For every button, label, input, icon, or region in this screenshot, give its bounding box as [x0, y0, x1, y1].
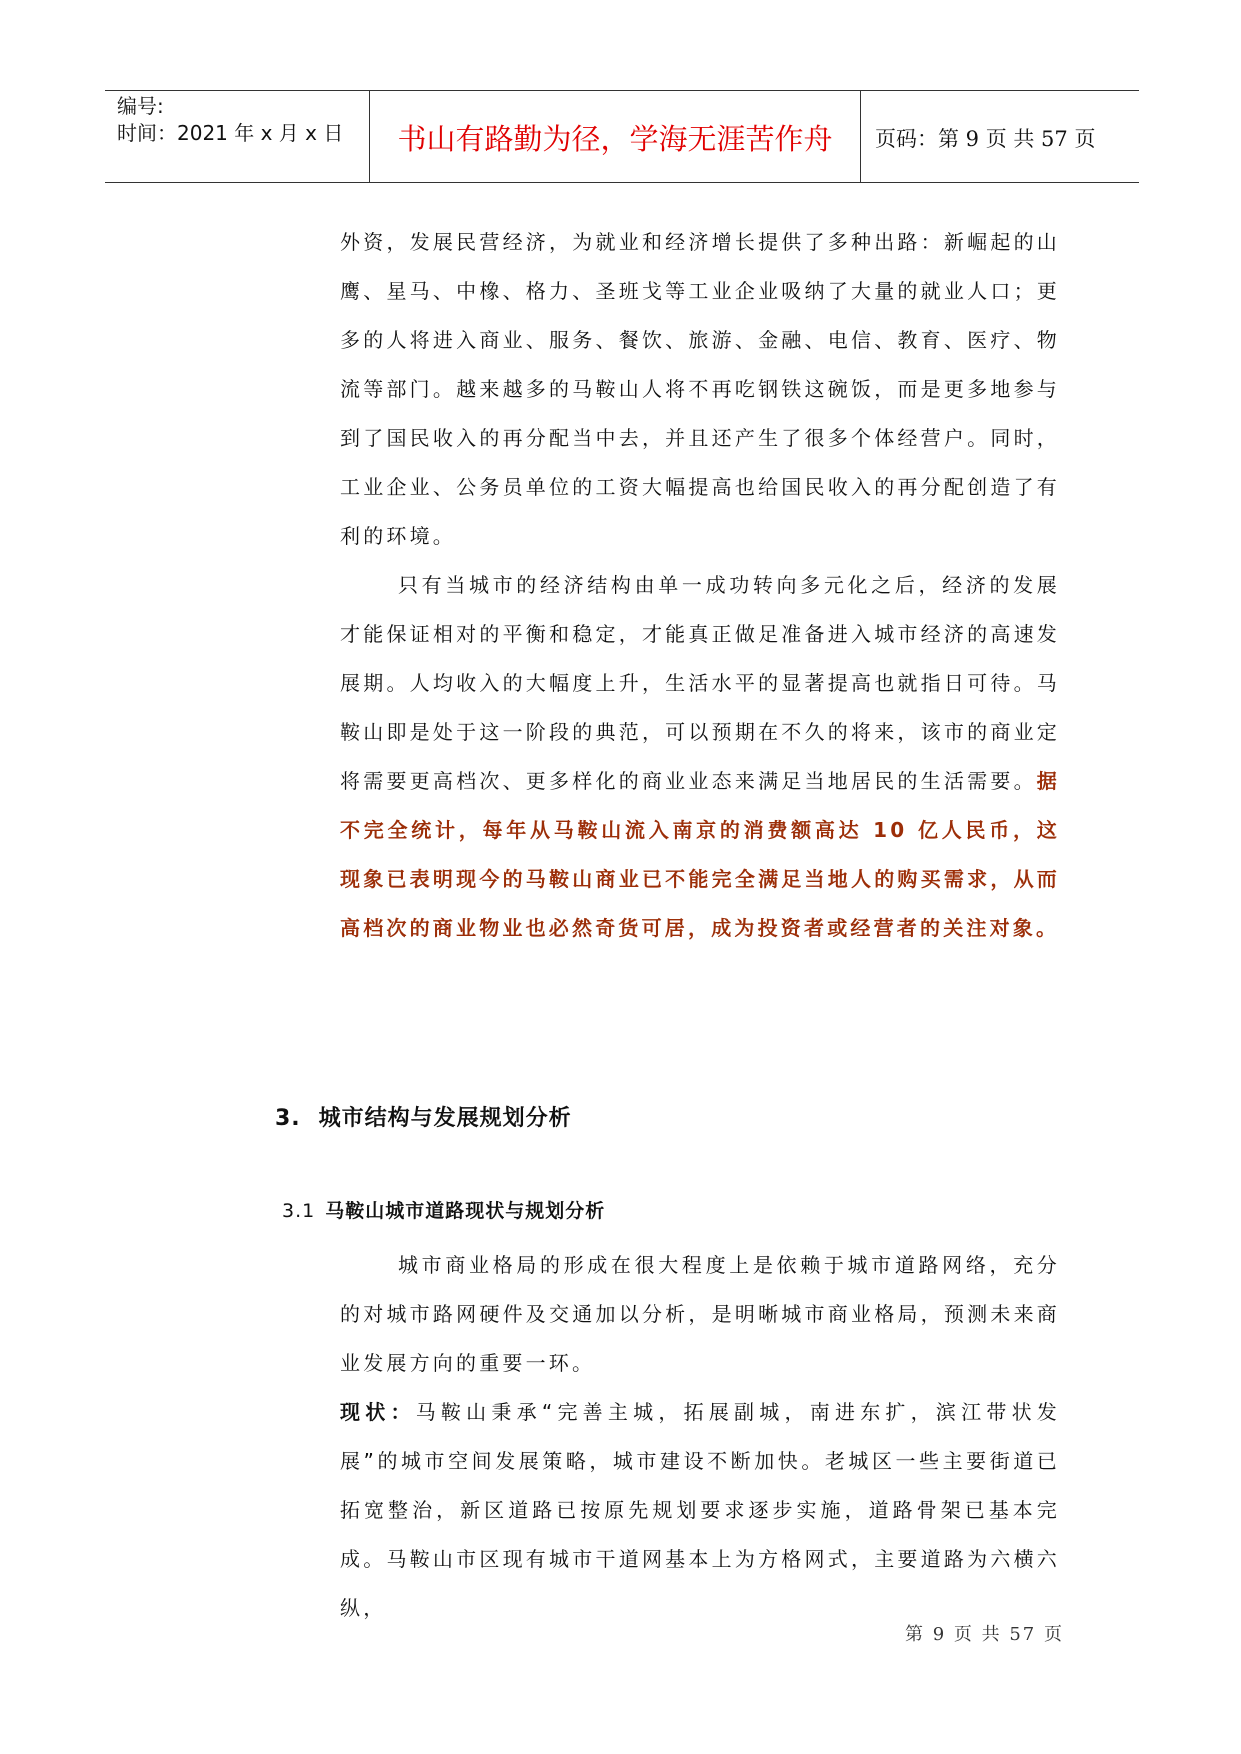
header-divider	[369, 91, 370, 182]
emphasized-text: 据不完全统计，每年从马鞍山流入南京的消费额高达 10 亿人民币，这现象已表明现今的马鞍山商业已不能完全满足当地人的购买需求，从而高档次的商业物业也必然奇货可居，成为投资者或经营者的关注对象。	[340, 769, 1060, 940]
status-label: 现状：	[340, 1400, 416, 1424]
header-motto: 书山有路勤为径，学海无涯苦作舟	[397, 122, 833, 156]
document-time-label: 时间：2021 年 x 月 x 日	[117, 121, 344, 145]
paragraph-text: 马鞍山秉承“完善主城，拓展副城，南进东扩，滨江带状发展”的城市空间发展策略，城市建设不断加快。老城区一些主要街道已拓宽整治，新区道路已按原先规划要求逐步实施，道路骨架已基本完成。马鞍山市区现有城市干道网基本上为方格网式，主要道路为六横六纵，	[340, 1400, 1061, 1620]
paragraph	[340, 1388, 1060, 1633]
subsection-heading	[282, 1196, 605, 1223]
page-header	[105, 90, 1139, 183]
paragraph: 城市商业格局的形成在很大程度上是依赖于城市道路网络，充分的对城市路网硬件及交通加以分析，是明晰城市商业格局，预测未来商业发展方向的重要一环。	[340, 1253, 1060, 1375]
section-heading	[275, 1101, 572, 1132]
body-text-bottom	[340, 1241, 1060, 1633]
section-title: 城市结构与发展规划分析	[318, 1106, 572, 1131]
header-page-number: 页码：第 9 页 共 57 页	[875, 127, 1096, 151]
page-footer: 第 9 页 共 57 页	[905, 1624, 1064, 1645]
header-divider	[860, 91, 861, 182]
subsection-title: 马鞍山城市道路现状与规划分析	[325, 1200, 606, 1222]
paragraph	[340, 561, 1060, 953]
body-text-top	[340, 218, 1060, 953]
section-number: 3.	[275, 1106, 301, 1131]
subsection-number: 3.1	[282, 1200, 316, 1222]
paragraph: 外资，发展民营经济，为就业和经济增长提供了多种出路：新崛起的山鹰、星马、中橡、格力、圣班戈等工业企业吸纳了大量的就业人口；更多的人将进入商业、服务、餐饮、旅游、金融、电信、教育、医疗、物流等部门。越来越多的马鞍山人将不再吃钢铁这碗饭，而是更多地参与到了国民收入的再分配当中去，并且还产生了很多个体经营户。同时，工业企业、公务员单位的工资大幅提高也给国民收入的再分配创造了有利的环境。	[340, 230, 1060, 548]
paragraph-text: 只有当城市的经济结构由单一成功转向多元化之后，经济的发展才能保证相对的平衡和稳定，才能真正做足准备进入城市经济的高速发展期。人均收入的大幅度上升，生活水平的显著提高也就指日可待。马鞍山即是处于这一阶段的典范，可以预期在不久的将来，该市的商业定将需要更高档次、更多样化的商业业态来满足当地居民的生活需要。	[340, 573, 1060, 793]
document-number-label: 编号:	[117, 94, 164, 118]
